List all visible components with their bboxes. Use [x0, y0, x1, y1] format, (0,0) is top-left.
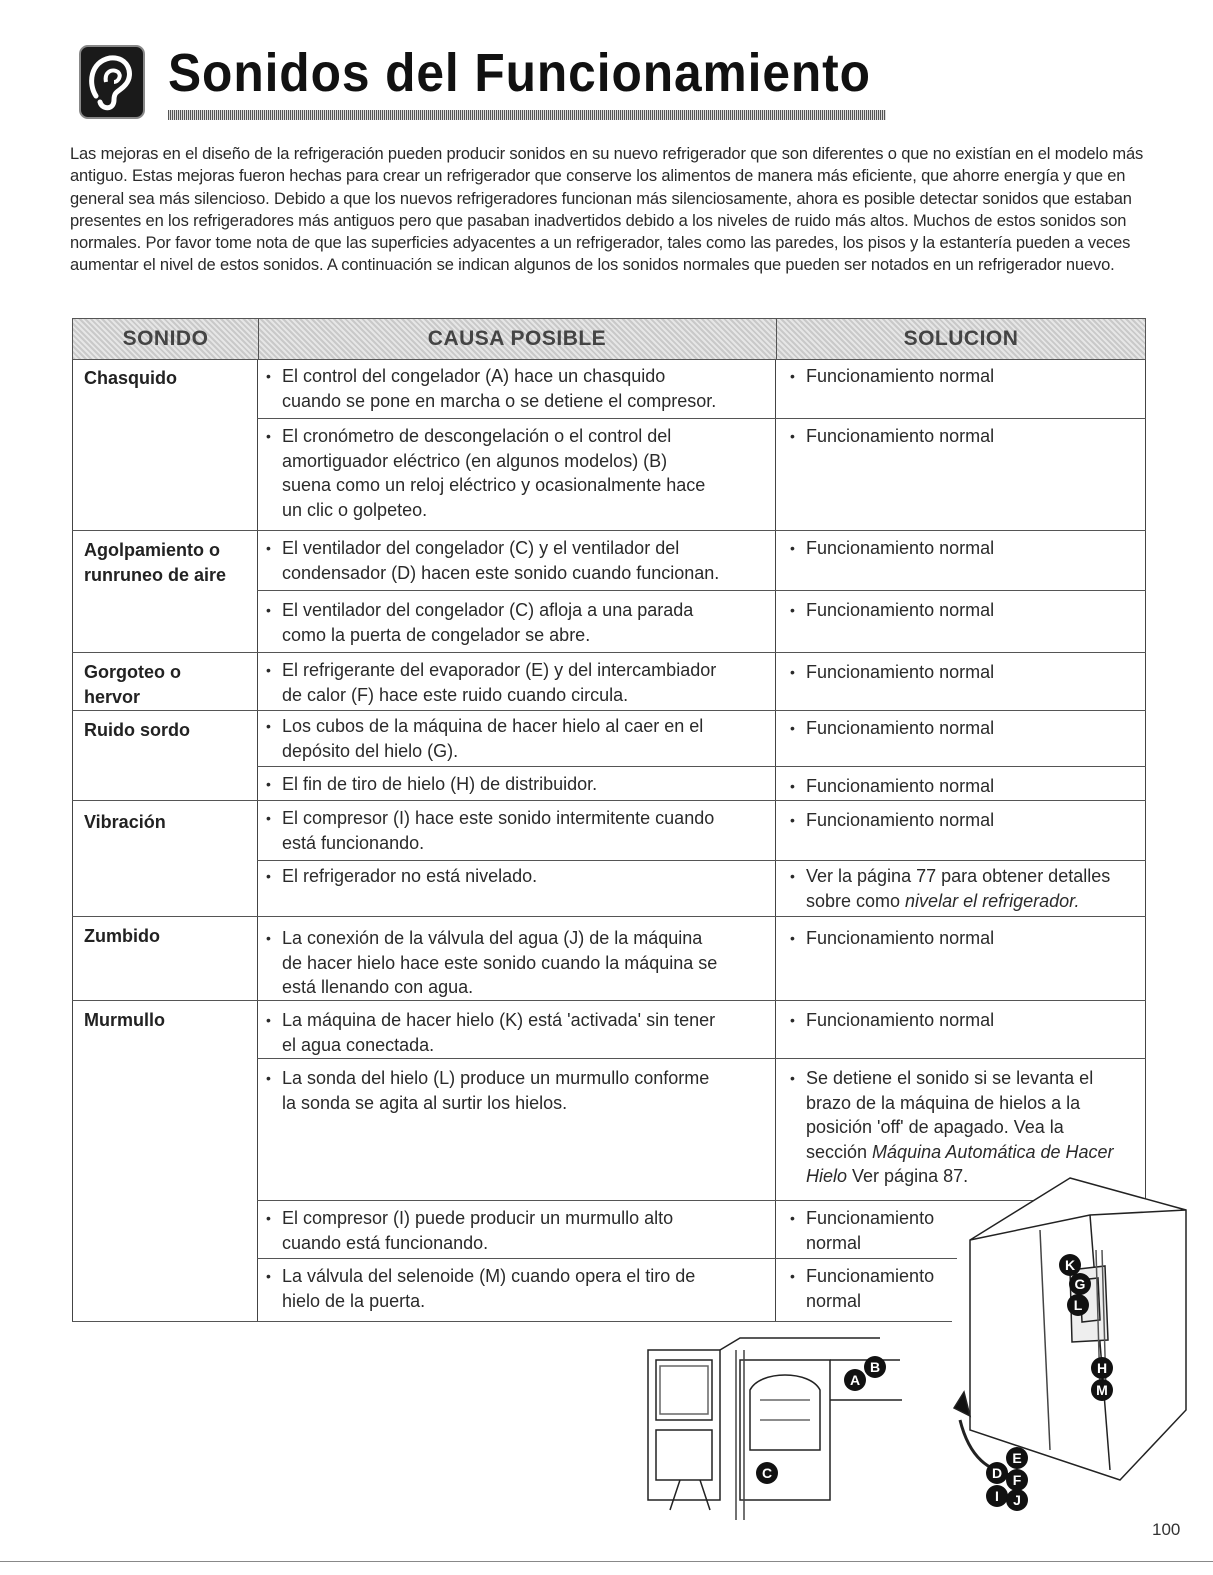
cause-7: • El fin de tiro de hielo (H) de distribuidor.: [266, 774, 598, 794]
sound-zumbido: Zumbido: [84, 926, 160, 946]
label-j: J: [1013, 1492, 1021, 1508]
cause-12: • La sonda del hielo (L) produce un murmullo conforme la sonda se agita al surtir los hielos.: [266, 1068, 710, 1113]
label-l: L: [1073, 1297, 1083, 1313]
sound-chasquido: Chasquido: [84, 368, 177, 388]
table-header: [72, 318, 1146, 360]
label-e: E: [1012, 1450, 1022, 1466]
page-header: [78, 32, 1208, 122]
sound-agolpamiento-1: Agolpamiento o: [84, 540, 220, 560]
page-title: Sonidos del Funcionamiento: [168, 43, 871, 103]
svg-text:B: B: [869, 1359, 881, 1375]
cause-5: • El refrigerante del evaporador (E) y del intercambiador de calor (F) hace este ruido cuando circula.: [266, 660, 717, 705]
title-underline: [168, 110, 886, 120]
label-a: [844, 1369, 866, 1391]
sound-murmullo: Murmullo: [84, 1010, 165, 1030]
solution-3: • Funcionamiento normal: [790, 538, 995, 558]
header-solucion: SOLUCION: [903, 327, 1019, 350]
cause-4: • El ventilador del congelador (C) afloja a una parada como la puerta de congelador se abre.: [266, 600, 694, 645]
solution-4: • Funcionamiento normal: [790, 600, 995, 620]
label-d: D: [991, 1465, 1003, 1481]
solution-10: • Funcionamiento normal: [790, 928, 995, 948]
svg-text:C: C: [761, 1465, 773, 1481]
cause-8: • El compresor (I) hace este sonido intermitente cuando está funcionando.: [266, 808, 715, 853]
label-b: [864, 1356, 886, 1378]
header-sonido: SONIDO: [122, 327, 209, 350]
cause-3: • El ventilador del congelador (C) y el ventilador del condensador (D) hacen este sonido cuando funcionan.: [266, 538, 720, 583]
solution-11: • Funcionamiento normal: [790, 1010, 995, 1030]
sound-vibracion: Vibración: [84, 812, 166, 832]
solution-13: • Funcionamiento normal: [790, 1208, 935, 1253]
solution-8: • Funcionamiento normal: [790, 810, 995, 830]
intro-paragraph: Las mejoras en el diseño de la refrigeración pueden producir sonidos en su nuevo refrigerador que son diferentes o que no existían en el modelo más antiguo. Estas mejoras fueron hechas para crear un refrigerador que conserve los alimentos de manera más eficiente, que ahorre energía y que en general sea más silencioso. Debido a que los nuevos refrigeradores funcionan más silenciosamente, ahora es posible detectar sonidos que estaban presentes en los refrigeradores más antiguos pero que pasaban inadvertidos debido a los niveles de ruido más altos. Muchos de estos sonidos son normales. Por favor tome nota de que las superficies adyacentes a un refrigerador, tales como las paredes, los pisos y la estantería pueden a veces aumentar el nivel de estos sonidos. A continuación se indican algunos de los sonidos normales que pueden ser notados en un refrigerador nuevo.: [70, 145, 1144, 275]
cause-9: • El refrigerador no está nivelado.: [266, 866, 538, 886]
label-f: F: [1012, 1472, 1022, 1488]
cause-6: • Los cubos de la máquina de hacer hielo al caer en el depósito del hielo (G).: [266, 716, 704, 761]
solution-1: • Funcionamiento normal: [790, 366, 995, 386]
ear-sound-icon: [78, 44, 146, 120]
cause-2: • El cronómetro de descongelación o el control del amortiguador eléctrico (en algunos modelos) (B) suena como un reloj eléctrico y ocasionalmente hace un clic o golpeteo.: [266, 426, 706, 520]
svg-text:A: A: [849, 1372, 861, 1388]
cause-1: • El control del congelador (A) hace un chasquido cuando se pone en marcha o se detiene el compresor.: [266, 366, 717, 411]
sound-gorgoteo-2: hervor: [84, 687, 141, 707]
header-causa: CAUSA POSIBLE: [427, 327, 607, 350]
cause-11: • La máquina de hacer hielo (K) está 'activada' sin tener el agua conectada.: [266, 1010, 716, 1055]
bottom-rule: [0, 1561, 1213, 1562]
cause-10: • La conexión de la válvula del agua (J) de la máquina de hacer hielo hace este sonido cuando la máquina se está llenando con agua.: [266, 928, 718, 997]
label-i: I: [995, 1488, 999, 1504]
sound-agolpamiento-2: runruneo de aire: [84, 565, 227, 585]
label-k: K: [1064, 1257, 1076, 1273]
refrigerator-illustration: [930, 1170, 1200, 1520]
solution-9: • Ver la página 77 para obtener detalles sobre como nivelar el refrigerador.: [790, 866, 1111, 911]
solution-7: • Funcionamiento normal: [790, 776, 995, 796]
label-c: [756, 1462, 778, 1484]
sound-gorgoteo-1: Gorgoteo o: [84, 662, 181, 682]
label-m: M: [1096, 1382, 1108, 1398]
solution-5: • Funcionamiento normal: [790, 662, 995, 682]
cause-13: • El compresor (I) puede producir un murmullo alto cuando está funcionando.: [266, 1208, 674, 1253]
sound-ruido-sordo: Ruido sordo: [84, 720, 190, 740]
cause-14: • La válvula del selenoide (M) cuando opera el tiro de hielo de la puerta.: [266, 1266, 696, 1311]
solution-2: • Funcionamiento normal: [790, 426, 995, 446]
solution-6: • Funcionamiento normal: [790, 718, 995, 738]
solution-12: • Se detiene el sonido si se levanta el brazo de la máquina de hielos a la posición 'off' de apagado. Vea la sección Máquina Automática de Hacer Hielo Ver página 87.: [790, 1068, 1114, 1186]
label-g: G: [1074, 1276, 1086, 1292]
freezer-interior-illustration: [640, 1330, 910, 1520]
solution-14: • Funcionamiento normal: [790, 1266, 935, 1311]
page-number: 100: [1152, 1520, 1181, 1539]
label-h: H: [1096, 1360, 1108, 1376]
